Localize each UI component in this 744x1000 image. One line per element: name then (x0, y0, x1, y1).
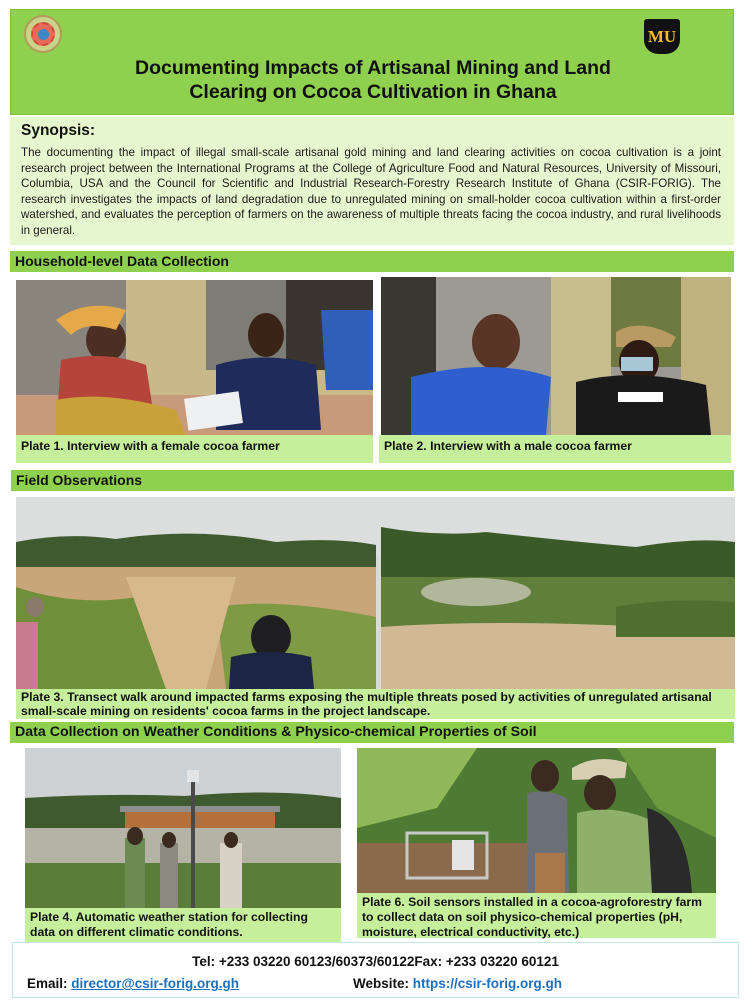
poster-title: Documenting Impacts of Artisanal Mining and Land Clearing on Cocoa Cultivation in Ghana (135, 57, 611, 103)
plate-2-caption: Plate 2. Interview with a male cocoa farmer (379, 435, 731, 463)
section-household-data: Household-level Data Collection (10, 251, 734, 272)
contact-website: Website: https://csir-forig.org.gh (353, 976, 563, 991)
synopsis-panel (10, 117, 734, 245)
plate-2-photo (381, 277, 731, 435)
plate-6-caption: Plate 6. Soil sensors installed in a cocoa-agroforestry farm to collect data on soil physico-chemical properties (pH, moisture, electrical conductivity, etc.) (357, 893, 716, 938)
plate-1-caption: Plate 1. Interview with a female cocoa farmer (16, 435, 373, 463)
contact-tel-fax: Tel: +233 03220 60123/60373/60122Fax: +233 03220 60121 (192, 954, 559, 969)
plate-4-photo (25, 748, 341, 908)
mu-logo-icon: MU (644, 19, 680, 54)
contact-box (12, 942, 739, 998)
email-link[interactable]: director@csir-forig.org.gh (71, 976, 239, 991)
plate-6-photo (357, 748, 716, 893)
contact-email: Email: director@csir-forig.org.gh (27, 976, 239, 991)
title-banner (10, 9, 734, 115)
plate-4-caption: Plate 4. Automatic weather station for collecting data on different climatic conditions. (25, 908, 341, 943)
section-weather-soil: Data Collection on Weather Conditions & Physico-chemical Properties of Soil (10, 722, 734, 743)
plate-3-photo (16, 497, 735, 689)
plate-1-photo (16, 280, 373, 435)
plate-3-caption: Plate 3. Transect walk around impacted farms exposing the multiple threats posed by activities of unregulated artisanal small-scale mining on residents' cocoa farms in the project landscape. (16, 689, 735, 719)
csir-forig-logo-icon (24, 15, 62, 53)
synopsis-heading: Synopsis: (21, 122, 96, 139)
section-field-observations: Field Observations (11, 470, 734, 491)
synopsis-body: The documenting the impact of illegal small-scale artisanal gold mining and land clearing activities on cocoa cultivation is a joint research project between the International Programs at the College of Agriculture Food and Natural Resources, University of Missouri, Columbia, USA and the Council for Scientific and Industrial Research-Forestry Research Institute of Ghana (CSIR-FORIG). The research investigates the impacts of land degradation due to unregulated mining on small-holder cocoa cultivation within a first-order watershed, and evaluates the perception of farmers on the awareness of multiple threats facing the cocoa industry, and rural livelihoods in general. (21, 146, 721, 237)
website-link[interactable]: https://csir-forig.org.gh (412, 976, 563, 991)
